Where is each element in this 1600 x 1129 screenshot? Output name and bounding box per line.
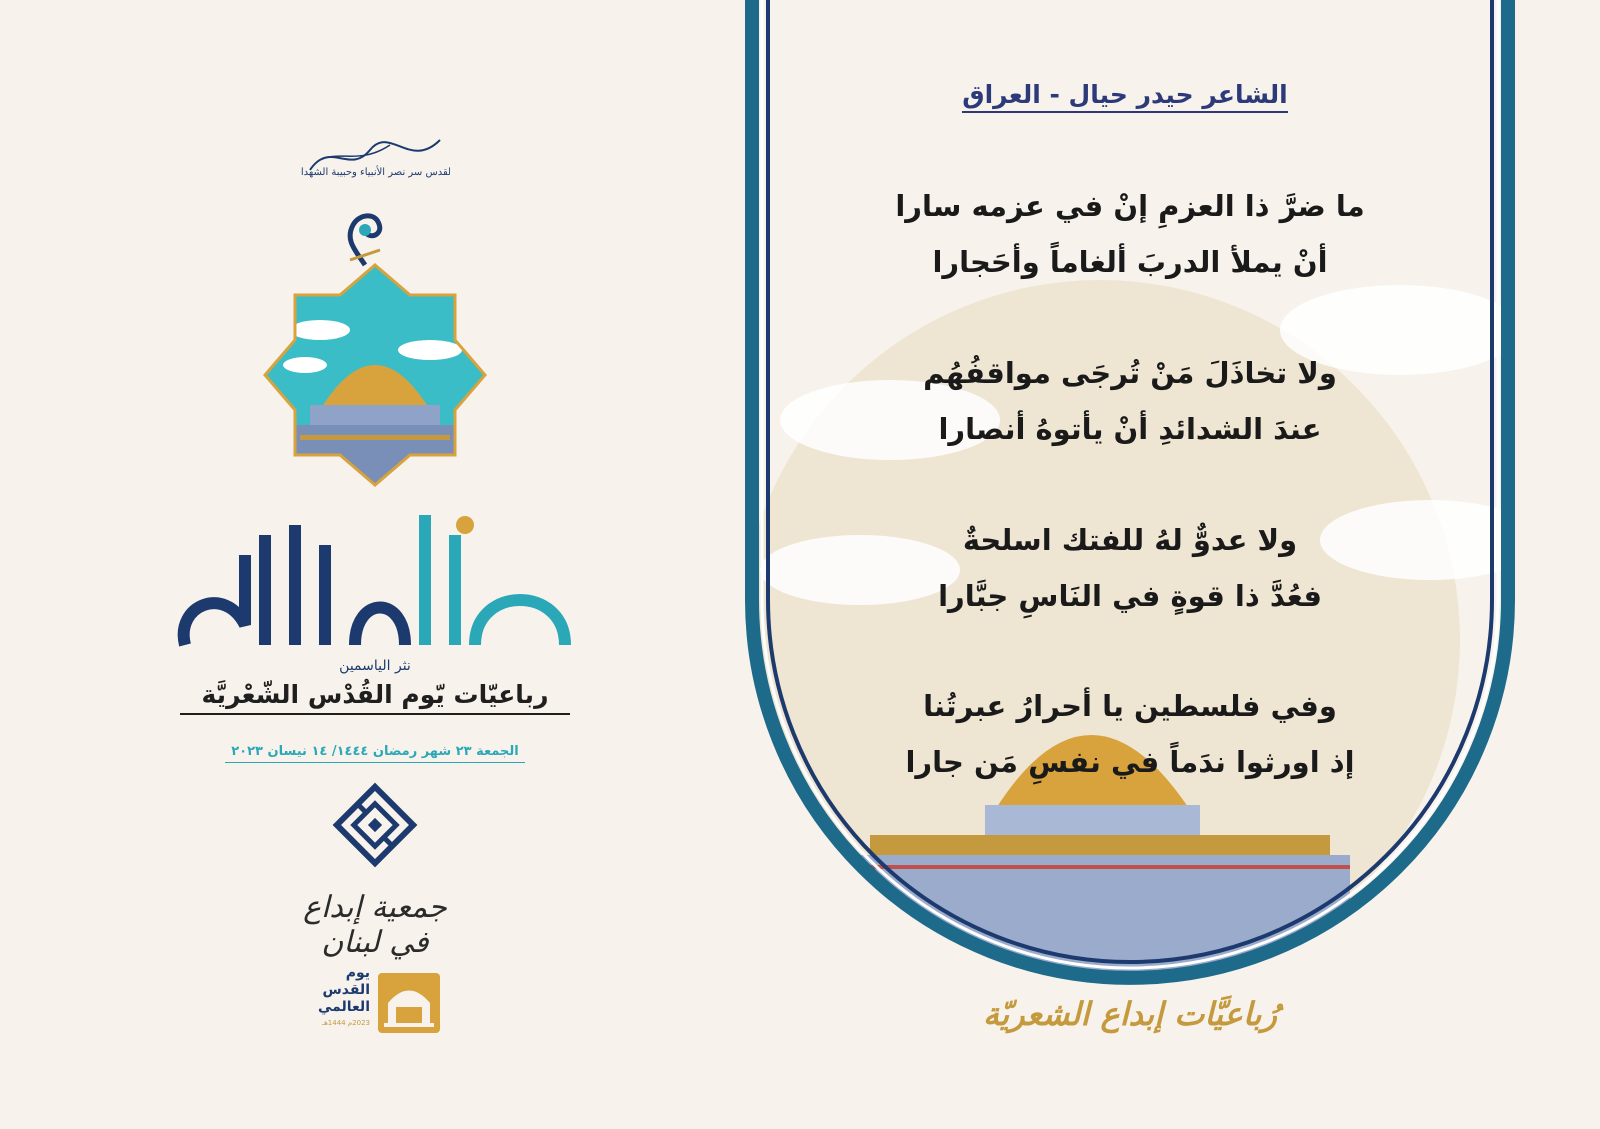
stanza-3-line-2: فعُدَّ ذا قوةٍ في النَاسِ جبَّارا — [938, 579, 1322, 613]
top-calligraphy — [300, 130, 450, 180]
subtitle: رباعيّات يّوم القُدْس الشّعْريَّة — [180, 680, 570, 715]
association-logo — [280, 880, 470, 960]
stanza-3-line-1: ولا عدوٌّ لهُ للفتك اسلحةٌ — [962, 523, 1298, 557]
main-title-text: نثر الياسمين — [339, 658, 411, 674]
association-name: جمعية إبداع في لبنان — [303, 890, 447, 960]
stanza-1-line-2: أنْ يملأ الدربَ ألغاماً وأحَجارا — [932, 245, 1328, 279]
stanza-1 — [840, 178, 1420, 290]
top-calligraphy-text: القدس سر نصر الأنبياء وحبيبة الشهداء — [300, 167, 450, 178]
stanza-4-line-1: وفي فلسطين يا أحرارُ عبرتُنا — [923, 689, 1337, 723]
event-date: الجمعة ٢٣ شهر رمضان ١٤٤٤/ ١٤ نيسان ٢٠٢٣ — [225, 744, 525, 763]
poet-name-text: الشاعر حيدر حيال - العراق — [962, 80, 1288, 113]
cover-panel — [0, 0, 740, 1129]
stanza-4 — [840, 678, 1420, 790]
poet-name — [935, 80, 1315, 109]
quds-logo-text — [310, 965, 370, 1016]
stanza-1-line-1: ما ضرَّ ذا العزمِ إنْ في عزمه سارا — [895, 189, 1365, 223]
stanza-2-line-2: عندَ الشدائدِ أنْ يأتوهُ أنصارا — [938, 412, 1322, 446]
dome-icon — [378, 973, 440, 1033]
stanza-2 — [840, 345, 1420, 457]
kufic-emblem-icon — [330, 780, 420, 870]
quds-logo-years: 2023م 1444هـ — [322, 1019, 370, 1027]
stanza-2-line-1: ولا تخاذَلَ مَنْ تُرجَى مواقفُهُم — [923, 356, 1337, 390]
quds-line-1: يوم — [345, 965, 370, 981]
footer-title: رُباعيَّات إبداع الشعريّة — [983, 995, 1277, 1033]
quds-line-2: القدس — [322, 982, 370, 998]
stanza-3 — [840, 512, 1420, 624]
dome-star-emblem — [250, 250, 500, 500]
quds-day-logo — [310, 965, 450, 1037]
main-title-calligraphy — [165, 495, 585, 675]
stanza-4-line-2: إذ اورثوا ندَماً في نفسِ مَن جارا — [905, 745, 1355, 779]
poem-panel — [740, 0, 1520, 1129]
quds-line-3: العالمي — [317, 999, 370, 1015]
